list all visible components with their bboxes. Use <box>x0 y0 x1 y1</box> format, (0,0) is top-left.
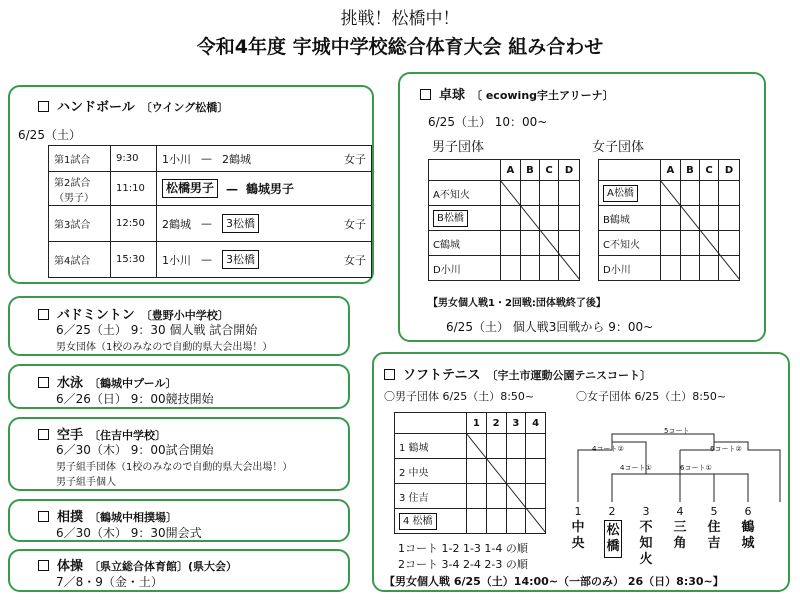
tabletennis-venue: 〔 ecowing宇土アリーナ〕 <box>471 89 614 102</box>
col-header: A <box>501 160 521 181</box>
table-row <box>49 206 372 242</box>
checkbox-icon <box>420 89 431 100</box>
team-1: 1小川 <box>162 152 191 166</box>
handball-heading <box>38 96 228 115</box>
team-name: A不知火 <box>429 181 501 206</box>
softtennis-heading <box>384 364 651 383</box>
softtennis-venue: 〔宇土市運動公園テニスコート〕 <box>486 369 652 382</box>
checkbox-icon <box>38 377 49 388</box>
sumo-venue: 〔鶴城中相撲場〕 <box>89 511 178 524</box>
col-header: D <box>718 160 739 181</box>
team-2: 2鶴城 <box>222 152 251 166</box>
table-header-row <box>599 160 740 181</box>
match-teams <box>157 172 372 206</box>
badminton-schedule: 6／25（土） 9：30 個人戦 試合開始 <box>56 323 258 337</box>
bracket-team: 不知火 <box>639 520 653 567</box>
gymnastics-panel <box>8 549 350 592</box>
match-label: 第4試合 <box>49 242 111 278</box>
softtennis-name: ソフトテニス <box>403 368 481 383</box>
team-name <box>599 181 661 206</box>
karate-team: 男子組手団体（1校のみなので自動的県大会出場！） <box>56 462 293 473</box>
handball-venue: 〔ウイング松橋〕 <box>140 101 229 114</box>
vs-dash: — <box>201 217 212 230</box>
match-teams <box>157 242 372 278</box>
boys-diagonal <box>500 180 580 280</box>
highlight-team: A松橋 <box>603 185 638 202</box>
checkbox-icon <box>38 309 49 320</box>
highlight-team: 4 松橋 <box>399 513 437 530</box>
sumo-panel <box>8 499 350 542</box>
table-row <box>49 242 372 278</box>
gymnastics-heading <box>38 555 237 574</box>
softtennis-panel <box>372 352 790 592</box>
softtennis-diagonal <box>466 433 546 533</box>
team-name: 3 住吉 <box>395 484 467 509</box>
team-2: 3松橋 <box>222 250 259 269</box>
bracket-num: 3 <box>642 505 650 518</box>
tabletennis-note: 【男女個人戦1・2回戦:団体戦終了後】 <box>428 298 606 309</box>
corner-cell <box>395 413 467 434</box>
boys-team-header: 〇男子団体 6/25（土）8:50~ <box>384 390 535 403</box>
team-name: 1 鶴城 <box>395 434 467 459</box>
badminton-venue: 〔豊野小中学校〕 <box>140 309 229 322</box>
team-name: D小川 <box>429 256 501 281</box>
table-header-row <box>395 413 546 434</box>
team-name: C鶴城 <box>429 231 501 256</box>
vs-dash: — <box>201 253 212 266</box>
tabletennis-heading <box>420 84 614 103</box>
vs-dash: — <box>201 152 212 165</box>
team-1: 2鶴城 <box>162 217 191 231</box>
match-teams <box>157 206 372 242</box>
swimming-name: 水泳 <box>57 376 84 391</box>
match-label: 第3試合 <box>49 206 111 242</box>
sumo-name: 相撲 <box>57 510 84 525</box>
karate-name: 空手 <box>57 428 84 443</box>
bracket-team: 三角 <box>673 520 687 551</box>
court1-order: 1コート 1-2 1-3 1-4 の順 <box>398 542 528 555</box>
team-name: 2 中央 <box>395 459 467 484</box>
bracket-team: 住吉 <box>707 520 721 551</box>
col-header: A <box>661 160 681 181</box>
match-time: 11:10 <box>111 172 157 206</box>
swimming-panel <box>8 364 350 409</box>
match-time: 12:50 <box>111 206 157 242</box>
match-label <box>49 172 111 206</box>
bracket-num: 1 <box>574 505 582 518</box>
col-header: 2 <box>486 413 506 434</box>
badminton-name: バドミントン <box>57 308 135 323</box>
team-2: 3松橋 <box>222 214 259 233</box>
checkbox-icon <box>38 429 49 440</box>
bracket-team: 鶴城 <box>741 520 755 551</box>
bracket-num: 2 <box>608 505 616 518</box>
court-label-final: 5コート <box>664 427 690 435</box>
boys-team-title: 男子団体 <box>432 140 485 155</box>
col-header: 4 <box>526 413 546 434</box>
team-name <box>429 206 501 231</box>
sumo-schedule: 6／30（木） 9：30開会式 <box>56 526 202 540</box>
corner-cell <box>429 160 501 181</box>
team-1: 松橋男子 <box>162 179 218 198</box>
col-header: D <box>558 160 579 181</box>
karate-venue: 〔住吉中学校〕 <box>89 429 167 442</box>
handball-name: ハンドボール <box>57 100 135 115</box>
bracket-num: 5 <box>710 505 718 518</box>
match-time: 15:30 <box>111 242 157 278</box>
girls-team-title: 女子団体 <box>592 140 645 155</box>
tabletennis-individual: 6/25（土） 個人戦3回戦から 9：00~ <box>446 320 654 334</box>
court2-order: 2コート 3-4 2-4 2-3 の順 <box>398 558 528 571</box>
table-row <box>49 146 372 172</box>
checkbox-icon <box>38 560 49 571</box>
checkbox-icon <box>38 101 49 112</box>
softtennis-footer: 【男女個人戦 6/25（土）14:00~（一部のみ） 26（日）8:30~】 <box>384 575 724 588</box>
bracket-num: 6 <box>744 505 752 518</box>
team-name: D小川 <box>599 256 661 281</box>
bracket-num: 4 <box>676 505 684 518</box>
karate-panel <box>8 417 350 491</box>
team-name <box>395 509 467 534</box>
highlight-team: B松橋 <box>433 210 468 227</box>
table-header-row <box>429 160 580 181</box>
swimming-heading <box>38 372 176 391</box>
handball-panel <box>8 85 374 284</box>
team-name: C不知火 <box>599 231 661 256</box>
tabletennis-date: 6/25（土） 10：00~ <box>428 115 548 129</box>
gymnastics-venue: 〔県立総合体育館〕(県大会） <box>89 560 238 573</box>
page-title: 令和4年度 宇城中学校総合体育大会 組み合わせ <box>196 36 604 58</box>
team-2: 鶴城男子 <box>246 182 295 196</box>
col-header: 3 <box>506 413 526 434</box>
court-label-left: 4コート② <box>592 445 624 453</box>
match-category: 女子 <box>344 253 366 267</box>
checkbox-icon <box>38 511 49 522</box>
girls-diagonal <box>660 180 740 280</box>
team-1: 1小川 <box>162 253 191 267</box>
swimming-venue: 〔鶴城中プール〕 <box>89 377 177 390</box>
court-label-mid-right: 6コート① <box>680 464 712 472</box>
match-label-sub: （男子） <box>54 192 94 204</box>
tabletennis-name: 卓球 <box>439 88 466 103</box>
col-header: B <box>520 160 539 181</box>
gymnastics-schedule: 7／8・9（金・土） <box>56 575 163 589</box>
vs-dash: — <box>226 181 239 196</box>
karate-individual: 男子組手個人 <box>56 477 116 488</box>
match-time: 9:30 <box>111 146 157 172</box>
gymnastics-name: 体操 <box>57 559 84 574</box>
handball-table <box>48 145 372 278</box>
karate-schedule: 6／30（木） 9：00試合開始 <box>56 443 214 457</box>
checkbox-icon <box>384 369 395 380</box>
bracket-team: 中央 <box>571 520 585 551</box>
match-category: 女子 <box>344 217 366 231</box>
match-category: 女子 <box>344 152 366 166</box>
bracket-team-highlight: 松橋 <box>604 520 622 558</box>
court-label-mid-left: 4コート① <box>620 464 652 472</box>
col-header: C <box>700 160 719 181</box>
match-teams <box>157 146 372 172</box>
team-name: B鶴城 <box>599 206 661 231</box>
match-label-line: 第2試合 <box>54 177 91 189</box>
court-label-right: 6コート② <box>710 445 742 453</box>
handball-date: 6/25（土） <box>18 128 81 142</box>
col-header: 1 <box>467 413 487 434</box>
girls-team-header: 〇女子団体 6/25（土）8:50~ <box>576 390 727 403</box>
match-label: 第1試合 <box>49 146 111 172</box>
tabletennis-panel <box>398 72 766 342</box>
swimming-schedule: 6／26（日） 9：00競技開始 <box>56 392 214 406</box>
sumo-heading <box>38 506 177 525</box>
col-header: C <box>540 160 559 181</box>
badminton-panel <box>8 296 350 356</box>
col-header: B <box>680 160 699 181</box>
slogan: 挑戦！松橋中！ <box>340 9 460 29</box>
corner-cell <box>599 160 661 181</box>
table-row <box>49 172 372 206</box>
badminton-note: 男女団体（1校のみなので自動的県大会出場！） <box>56 342 273 353</box>
